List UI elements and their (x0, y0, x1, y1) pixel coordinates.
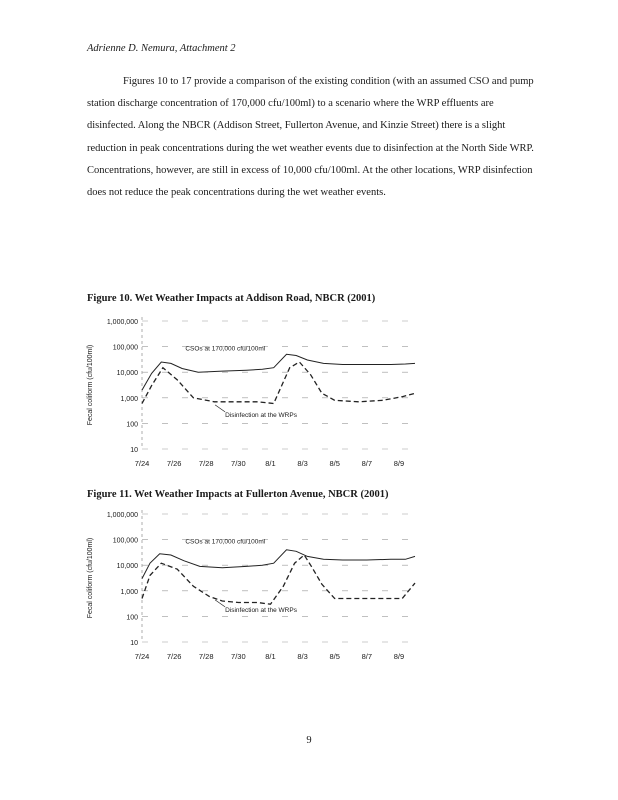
figure-10-title: Figure 10. Wet Weather Impacts at Addison Road, NBCR (2001) (87, 293, 376, 304)
y-tick-label: 1,000,000 (106, 512, 138, 519)
x-tick-label: 8/9 (393, 459, 405, 468)
x-tick-label: 8/3 (297, 652, 308, 661)
y-tick-label: 10,000 (116, 370, 138, 378)
y-tick-label: 10 (130, 640, 138, 647)
x-tick-label: 8/7 (361, 459, 373, 468)
x-tick-label: 8/5 (329, 652, 340, 661)
y-tick-label: 10,000 (116, 563, 138, 571)
x-tick-label: 7/28 (198, 459, 214, 468)
y-tick-label: 10 (130, 447, 138, 454)
y-tick-label: 100 (126, 614, 138, 622)
figure-10-svg (80, 310, 425, 475)
y-tick-label: 100 (126, 421, 138, 429)
y-tick-label: 1,000 (120, 395, 138, 403)
paragraph-text: Figures 10 to 17 provide a comparison of the existing condition (with an assumed CSO and pump station discharge concentration of 170,000 cfu/100ml) to a scenario where the WRP effluents are disinfected. Along the NBCR (Addison Street, Fullerton Avenue, and Kinzie Street) there is a slight reduction in peak concentrations during the wet weather events due to disinfection at the North Side WRP. Concentrations, however, are still in excess of 10,000 cfu/100ml. At the other locations, WRP disinfection does not reduce the peak concentrations during the wet weather events. (87, 76, 534, 199)
figure-11-svg (80, 503, 425, 668)
x-tick-label: 7/24 (134, 652, 150, 661)
x-tick-label: 7/26 (166, 459, 182, 468)
figure-11-title: Figure 11. Wet Weather Impacts at Fullerton Avenue, NBCR (2001) (87, 489, 389, 500)
cso-annotation: CSOs at 170,000 cfu/100ml (185, 538, 266, 546)
y-axis-label: Fecal coliform (cfu/100ml) (87, 537, 94, 619)
y-tick-label: 1,000,000 (106, 319, 138, 326)
figure-10-chart (80, 310, 425, 475)
y-tick-label: 100,000 (112, 537, 138, 545)
x-tick-label: 8/7 (361, 652, 373, 661)
x-tick-label: 8/5 (329, 459, 340, 468)
x-tick-label: 8/1 (265, 652, 276, 661)
x-tick-label: 8/9 (393, 652, 405, 661)
figure-11-chart (80, 503, 425, 668)
y-tick-label: 100,000 (112, 344, 138, 352)
disinfection-annotation: Disinfection at the WRPs (225, 606, 297, 614)
x-tick-label: 7/24 (134, 459, 150, 468)
x-tick-label: 7/30 (231, 652, 246, 661)
annotation-pointer (215, 405, 225, 412)
page-number: 9 (306, 735, 312, 746)
y-axis-label: Fecal coliform (cfu/100ml) (87, 344, 94, 426)
x-tick-label: 8/3 (297, 459, 308, 468)
x-tick-label: 7/30 (231, 459, 246, 468)
x-tick-label: 8/1 (265, 459, 276, 468)
x-tick-label: 7/26 (166, 652, 182, 661)
disinfection-annotation: Disinfection at the WRPs (225, 411, 297, 419)
page-header: Adrienne D. Nemura, Attachment 2 (87, 43, 236, 54)
x-tick-label: 7/28 (198, 652, 214, 661)
cso-annotation: CSOs at 170,000 cfu/100ml (185, 345, 266, 353)
y-tick-label: 1,000 (120, 588, 138, 596)
disinfection-series-line (142, 555, 415, 604)
body-paragraph (87, 71, 537, 204)
